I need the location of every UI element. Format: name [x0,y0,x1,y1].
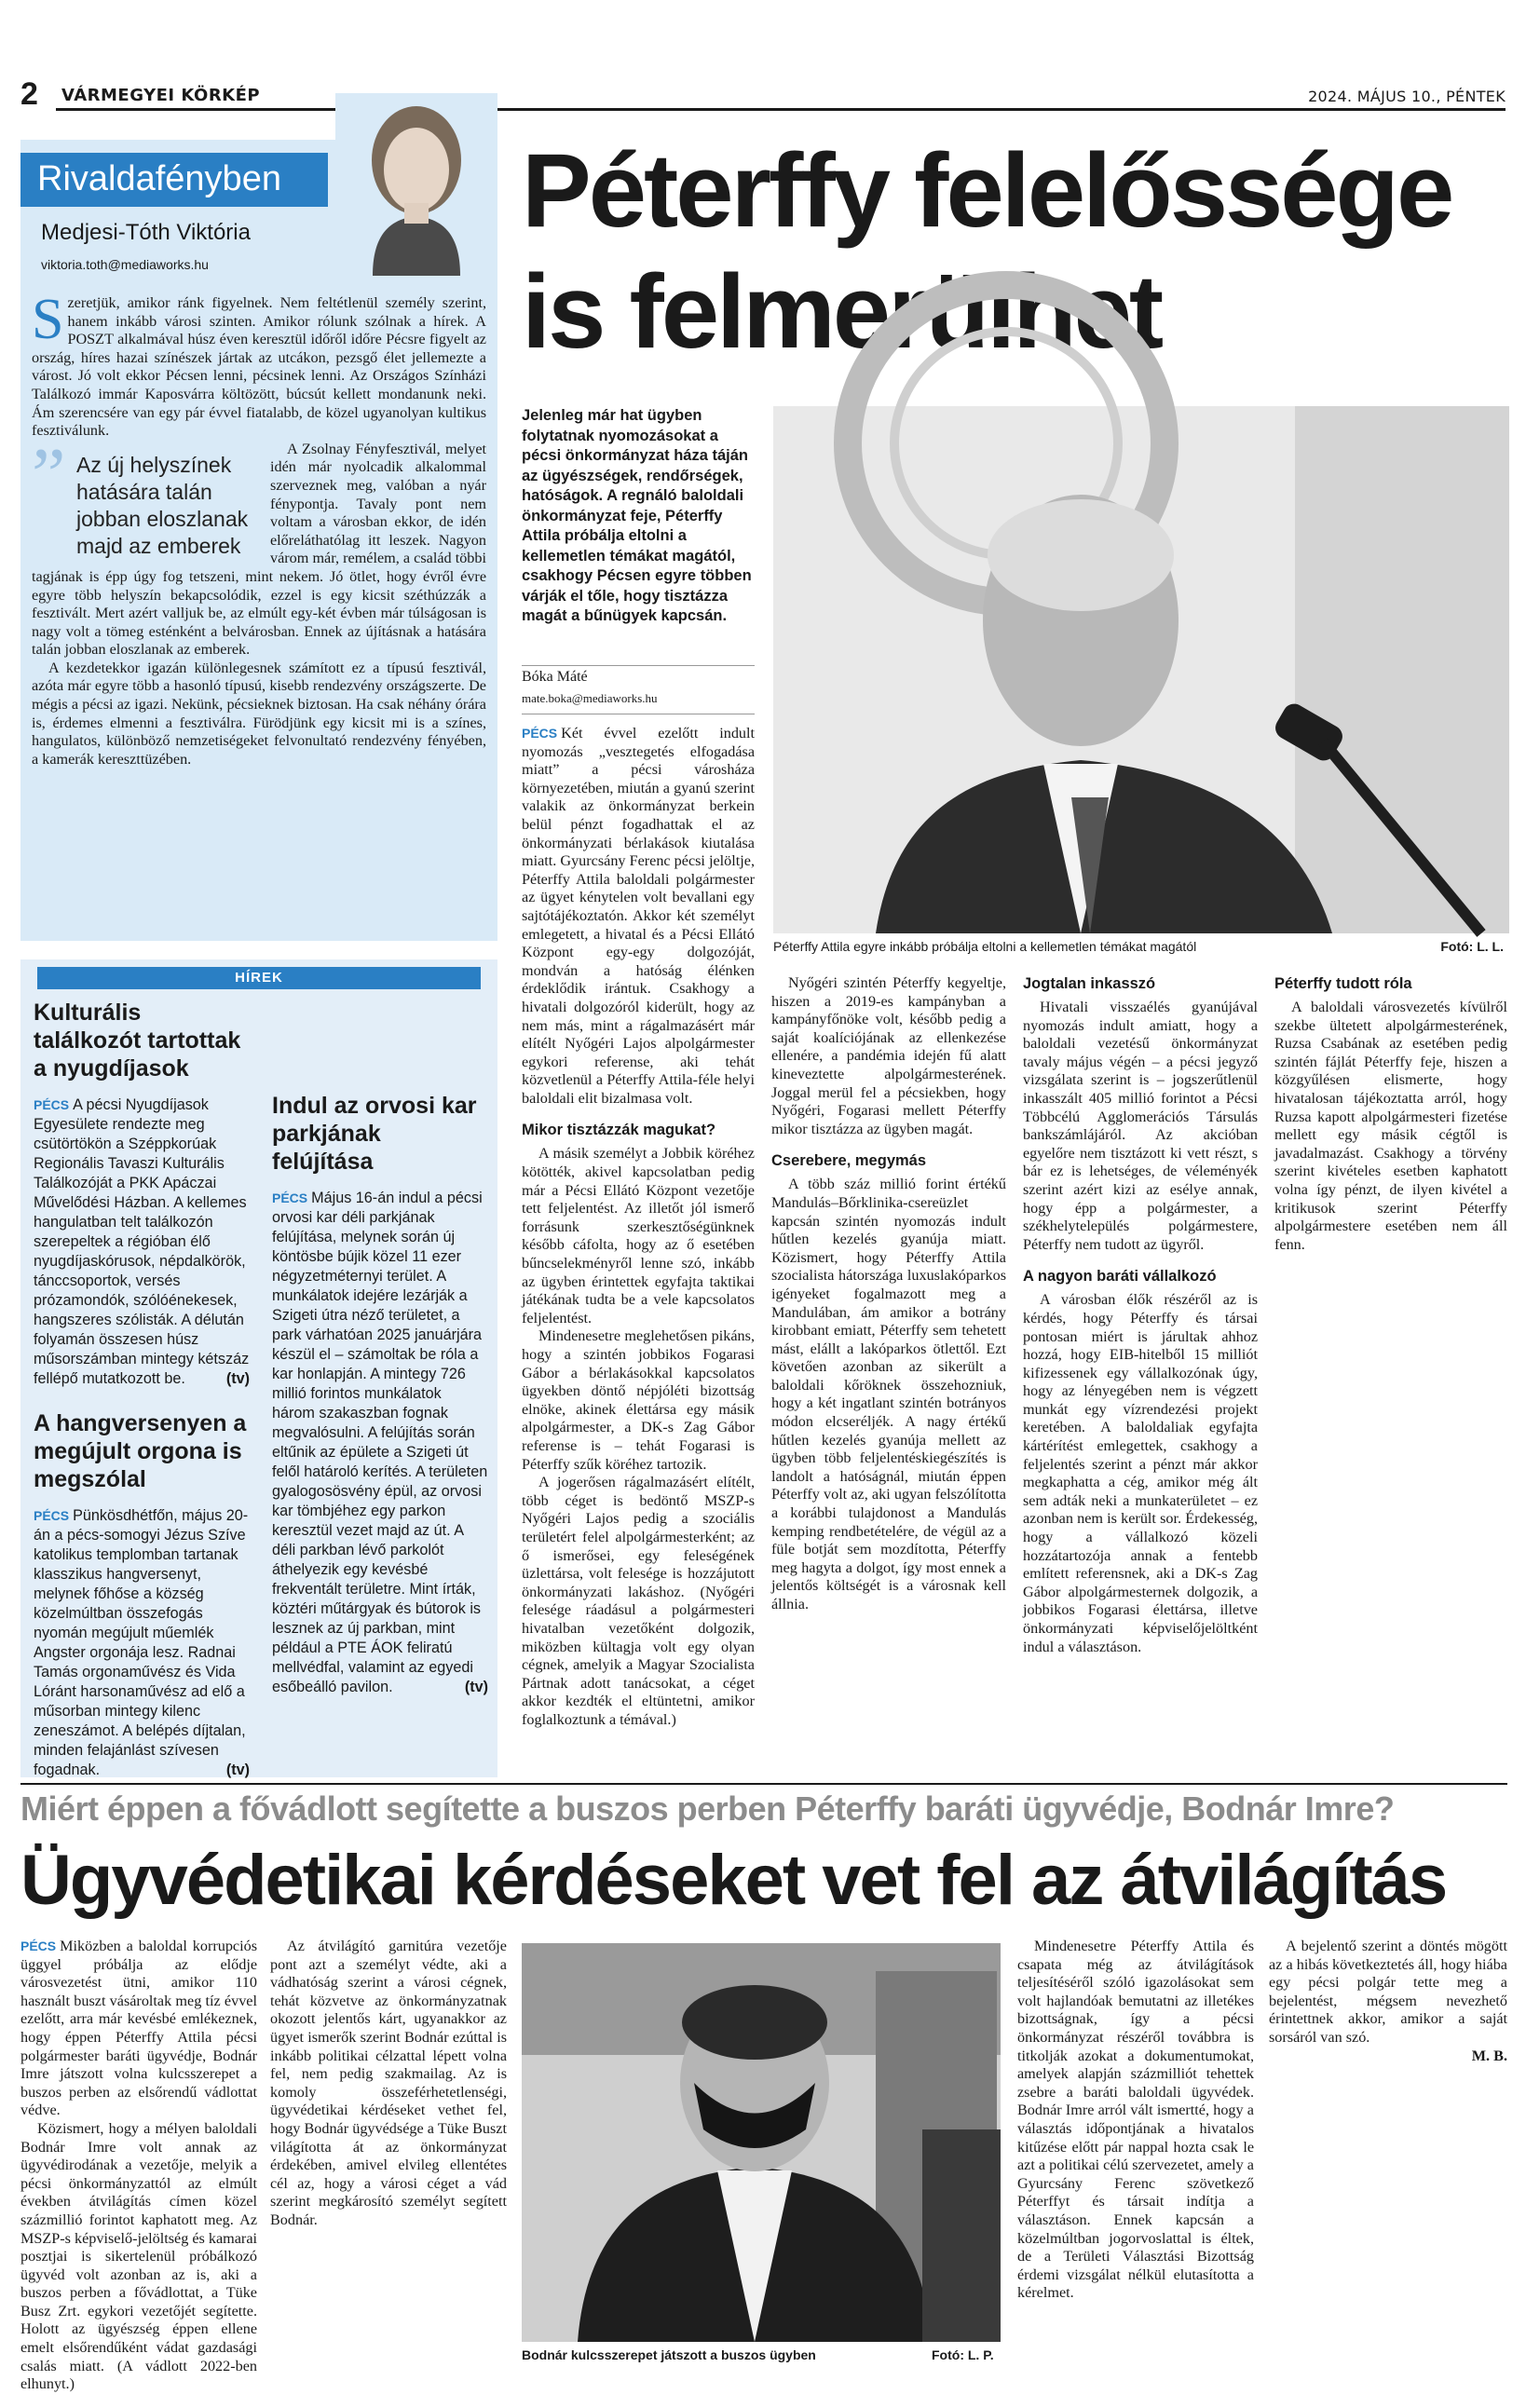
author-avatar [335,93,497,276]
column-email: viktoria.toth@mediaworks.hu [41,257,209,272]
quote-mark-icon: ” [32,431,66,517]
main-lead: Jelenleg már hat ügyben folytatnak nyomozásokat a pécsi önkormányzat háza táján az ügyészségek, rendőrségek, hatóságok. A regnáló baloldali önkormányzat feje, Péterffy Attila próbálja eltolni a kellemetlen témákat magától, csakhogy Pécsen egyre többen várják el tőle, hogy tisztázza magát a bűnügyek kapcsán. [522,407,752,624]
second-signature: M. B. [1471,2047,1507,2064]
subheading: Cserebere, megymás [771,1152,927,1170]
news-box-title: HÍREK [37,967,481,989]
news-column-left: Kulturális találkozót tartottak a nyugdíjasok PÉCS A pécsi Nyugdíjasok Egyesülete rendezte meg csütörtökön a Széppkorúak Regionális Tavaszi Kulturális Találkozóját a PKK Apáczai Művelődési Házban. A kellemes hangulatban telt találkozón szerepeltek a régióban élő nyugdíjaskórusok, népdalkörök, tánccsoportok, versés prózamondók, szólóénekesek, hangszeres szólisták. A délután folyamán összesen húsz műsorszámban mintegy kétszáz fellépő mutatkozott be. (tv) A hangversenyen a megújult orgona is megszólal PÉCS Pünkösdhétfőn, május 20-án a pécs-somogyi Jézus Szíve katolikus templomban tartanak klasszikus hangversenyt, melynek főhőse a község közelmúltban összefogás nyomán megújult műemlék Angster orgonája lesz. Radnai Tamás orgonaművész és Vida Lóránt harsonaművész ad elő a műsorban mintegy kilenc zeneszámot. A belépés díjtalan, minden felajánlást szívesen fogadnak. (tv) [34,1000,250,1778]
main-photo-credit: Fotó: L. L. [1440,939,1504,954]
second-kicker: Miért éppen a fővádlott segítette a buszos perben Péterffy baráti ügyvédje, Bodnár Imre? [20,1789,1395,1828]
second-headline: Ügyvédetikai kérdéseket vet fel az átvilágítás [20,1841,1447,1920]
main-body-col1: PÉCS Két évvel ezelőtt indult nyomozás „vesztegetés elfogadása miatt” a pécsi városháza környezetében, miután a gyanú szerint valakik az önkormányzat berkein belül pénzt fogadhattak el az önkormányzati bérlakások kiutalása miatt. Gyurcsány Ferenc pécsi jelöltje, Péterffy Attila baloldali polgármester az ügyet kénytelen volt bevallani egy sajtótájékoztatón. Akkor két személyt emlegetett, a hivatal és a Pécsi Ellátó Központ egy-egy dolgozóját, mondván a hatóság élénken érdeklődik irántuk. Csakhogy a hivatali dolgozóról kiderült, hogy az nem más, mint a rágalmazásért már elítélt Nyőgéri Lajos alpolgármester egykori referense, aki tehát közvetlenül a Péterffy Attila-féle helyi baloldali elit bizalmasa volt. Mikor tisztázzák magukat? A másik személyt a Jobbik köréhez kötötték, akivel kapcsolatban pedig már a Pécsi Ellátó Központ vezetője tett feljelentést. Az illetőt jól ismerő forrásunk szerkesztőségünknek később cáfolta, hogy az ő esetében bűncselekményről lenne szó, inkább az ügyben érintettek egyfajta taktikai játékának tudta be a vele kapcsolatos feljelentést. Mindenesetre meglehetősen pikáns, hogy a szintén jobbikos Fogarasi Gábor a bérlakásokkal kapcsolatos ügyekben döntő népjóléti bizottság elnöke, akinek élettársa egy másik alpolgármester, a DK-s Zag Gábor referense is – tehát Fogarasi is Péterffy szűk köréhez tartozik. A jogerősen rágalmazásért elítélt, több céget is bedöntő MSZP-s Nyőgéri Lajos pedig a szociális területért felel alpolgármesterként; az ő ismerősei, egy feleségének üzlettársa, volt felesége is hozzájutott önkormányzati lakáshoz. (Nyőgéri felesége ráadásul a polgármesteri hivatalban vezetőként dolgozik, miközben kültagja volt egy olyan cégnek, amelyik a Magyar Szocialista Pártnak adott tanácsokat, a céget akkor kezdték el eltüntetni, amikor foglalkoztunk a témával.) [522,725,755,1728]
main-body-col3: Jogtalan inkasszó Hivatali visszaélés gyanújával nyomozás indult amiatt, hogy a baloldali vezetésű önkormányzat tavaly május végén – a pécsi jegyző vizsgálata szerint is – jogszerűtlenül inkasszált 405 millió forintot a Pécsi Többcélú Agglomerációs Társulás bankszámlájáról. Az akcióban egyelőre nem tisztázott ki vett részt, s bár ez is lehetséges, de véleményék szerint azért kizi az esélye annak, hogy épp a polgármester, a székhelytelepülés polgármestere, Péterffy nem tudott az ügyről. A nagyon baráti vállalkozó A városban élők részéről az is kérdés, hogy Péterffy és társai pontosan miért is járultak ahhoz hozzá, hogy EIB-hitelből 15 milliót kifizessenek egy vállalkozónak úgy, hogy az lényegében nem is végzett munkát egy vízrendezési projekt keretében. A baloldaliak egyfajta kártérítést emlegettek, csakhogy a feljelentés szerint a pénzt már akkor megkaphatta a cég, amikor még ált sem adták neki a munkaterületet – ez azonban nem is került sor. Érdekesség, hogy a vállalkozó közeli hozzátartozója annak a fentebb említett referensnek, aki a DK-s Zag Gábor alpolgármesternek dolgozik, a jobbikos Fogarasi élettársa, illetve önkormányzati képviselőjelöltként indul a választáson. [1023,975,1258,1655]
main-body-col4: Péterffy tudott róla A baloldali városvezetés kívülről szekbe ültetett alpolgármesterének, Ruzsa Csabának az esetében pedig szintén fájlát Péterffy feje, hiszen a közgyűlésen elismerte, hogy hivatalosan tájékoztatta arról, hogy Ruzsa kapott alpolgármesteri fizetése mellett egy másik cégtől is javadalmazást. Csakhogy a törvény szerint kivételes esetben kaphatott volna így pénzt, de ilyen kivétel a kritikusok szerint Péterffy alpolgármestere esetében nem áll fenn. [1274,975,1507,1253]
main-author-email: mate.boka@mediaworks.hu [522,691,658,705]
news-column-right: Indul az orvosi kar parkjának felújítása PÉCS Május 16-án indul a pécsi orvosi kar déli parkjának felújítása, melynek során új köntösbe bújik közel 11 ezer négyzetméternyi terület. A munkálatok idejére lezárják a Szigeti útra néző területet, a park várhatóan 2025 januárjára készül el – számoltak be róla a kar honlapján. A mintegy 726 millió forintos munkálatok három szakaszban fognak megvalósulni. A felújítás során eltűnik az épülete a Szigeti út felől határoló kerítés. A területen gyalogosösvény épül, az orvosi kar tömbjéhez egy parkon keresztül vezet majd az út. A déli parkban lévő parkolót áthelyezik egy kevésbé frekventált területre. Mint írták, köztéri műtárgyak és bútorok is lesznek az új parkban, mint például a PTE ÁOK feliratú mellvédfal, valamint az egyedi esőbeálló pavilon. (tv) [272,1093,488,1695]
news-title: Indul az orvosi kar parkjának felújítása [272,1093,477,1175]
main-headline: Péterffy felelőssége is felmerülhet [522,132,1452,370]
column-body [32,288,486,932]
section-rule [20,1783,1507,1785]
second-body-col4: A bejelentő szerint a döntés mögött az a hibás következtetés áll, hogy hiába egy pécsi polgár tette meg a bejelentést, mégsem nevezhető érintettnek akkor, amikor a saját sorsáról van szó. M. B. [1269,1938,1507,2064]
subheading: Péterffy tudott róla [1274,975,1412,992]
pull-quote: ” Az új helyszínek hatására talán jobban eloszlanak majd az emberek [32,431,249,558]
column-author: Medjesi-Tóth Viktória [41,220,251,245]
main-author: Bóka Máté [522,669,588,685]
main-body-col2: Nyőgéri szintén Péterffy kegyeltje, hiszen a 2019-es kampányban a kampányfőnöke volt, később pedig a saját koalíciójának az ellenkezése ellenére, a pandémia idején fű alatt kineveztette alpolgármesterének. Joggal merül fel a pécsiekben, hogy Nyőgéri, Fogarasi mellett Péterffy mikor tisztázza az ügyben magát. Cserebere, megymás A több száz millió forint értékű Mandulás–Bőrklinika-csereüzlet kapcsán szintén nyomozás indult hűtlen kezelés gyanúja miatt. Közismert, hogy Péterffy Attila szocialista hátországa luxuslakóparkos igényeket fogalmazott meg a Mandulában, ám amikor a botrány kirobbant emiatt, Péterffy sem tehetett mást, elállt a lakóparkos ötlettől. Ezt követően azonban az sikerült a baloldali kőröknek összehozniuk, hogy a két ingatlant szintén botrányos módon elcseréljék. A nagy értékű hűtlen kezelés gyanúja mellett az ügyben több feljelentéskiegészítés is landolt a hatóságnál, miután éppen Péterffy volt az, aki ugyan felszólította a korábbi tulajdonost a Mandulás kemping rendbetételére, de végül az a füle botját sem mozdította, Péterffy meg hagyta a dolgot, így most ennek a jelentős költségét is a városnak kell állnia. [771,974,1006,1612]
news-body: A pécsi Nyugdíjasok Egyesülete rendezte meg csütörtökön a Széppkorúak Regionális Tavaszi Kulturális Találkozóját a PKK Apáczai Művelődési Házban. A kellemes hangulatban telt találkozón szerepeltek a régióban élő nyugdíjaskórusok, népdalkörök, tánccsoportok, versés prózamondók, szólóénekesek, hangszeres szólisták. A délután folyamán összesen húsz műsorszámban mintegy kétszáz fellépő mutatkozott be. [34,1096,250,1387]
issue-date: 2024. MÁJUS 10., PÉNTEK [1308,88,1506,105]
subheading: Jogtalan inkasszó [1023,975,1156,992]
main-photo [773,406,1509,933]
column-paragraph: A Zsolnay Fényfesztivál, melyet idén már nyolcadik alkalommal szerveznek meg, valóban a nyár fénypontja. Tavaly pont nem voltam a városban ekkor, de idén előreláthatólag itt leszek. Nagyon várom már, remélem, a család többi tagjának is épp úgy fog tetszeni, mint nekem. Jó ötlet, hogy évről évre egyre több helyszín bekapcsolódik, ezzel is egy kicsit széthúzzák a fesztivált. Mert azért valljuk be, az elmúlt egy-két évben már túlságosan is nagy volt a tömeg esténként a belvárosban. Ennek az újításnak a hatására talán jobban eloszlanak az emberek. [32,440,486,659]
second-body-col3: Mindenesetre Péterffy Attila és csapata még az átvilágítások teljesítéséről szóló igazolásokat sem volt hajlandóak bemutatni az illetékes bizottságnak, így a pécsi önkormányzat részéről továbbra is titkolják azokat a dokumentumokat, amelyek alapján százmilliót tehettek zsebre a baráti baloldali ügyvédek. Bodnár Imre arról vált ismertté, hogy a választás időpontjának a hivatalos kitűzése előtt pár nappal hozta csak le azt a politikai célú szervezetet, amely a Gyurcsány Ferenc szövetkező Péterffyt és társait indítja a választáson. Ennek kapcsán a közelmúltban jogorvoslattal is éltek, de a Területi Választási Bizottság érdemi vizsgálat nélkül elutasította a kérelmet. [1017,1938,1254,2302]
news-title: Kulturális találkozót tartottak a nyugdíjasok [34,1000,241,1082]
second-photo-caption: Bodnár kulcsszerepet játszott a buszos ügyben [522,2347,816,2362]
second-photo-credit: Fotó: L. P. [932,2347,994,2362]
news-body: Május 16-án indul a pécsi orvosi kar déli parkjának felújítása, melynek során új köntösbe bújik közel 11 ezer négyzetméternyi terület. A munkálatok idejére lezárják a Szigeti útra néző területet, a park várhatóan 2025 januárjára készül el – számoltak be róla a kar honlapján. A mintegy 726 millió forintos munkálatok három szakaszban fognak megvalósulni. A felújítás során eltűnik az épülete a Szigeti út felől határoló kerítés. A területen gyalogosösvény épül, az orvosi kar tömbjéhez egy parkon keresztül vezet majd az út. A déli parkban lévő parkolót áthelyezik egy kevésbé frekventált területre. Mint írták, köztéri műtárgyak és bútorok is lesznek az új parkban, mint például a PTE ÁOK feliratú mellvédfal, valamint az egyedi esőbeálló pavilon. [272,1190,488,1695]
second-body-col2: Az átvilágító garnitúra vezetője pont azt a személyt védte, aki a vádhatóság szerint a városi cégnek, tehát közvetve az önkormányzatnak okozott jelentős kárt, ugyanakkor az ügyet ismerők szerint Bodnár ezúttal is inkább politikai célzattal lépett volna fel, nem pedig szakmailag. Az is komoly összeférhetetlenségi, ügyvédetikai kérdéseket vethet fel, hogy Bodnár ügyvédsége a Tüke Buszt világította át az önkormányzat érdekében, amivel elvileg ellentétes cél az, hogy a városi céget a vád szerint megkárosító személyt segített Bodnár. [270,1938,507,2228]
main-photo-caption: Péterffy Attila egyre inkább próbálja eltolni a kellemetlen témákat magától [773,939,1197,954]
column-label: Rivaldafényben [37,159,281,198]
second-photo [522,1943,1001,2342]
section-title: VÁRMEGYEI KÖRKÉP [61,86,261,105]
subheading: Mikor tisztázzák magukat? [522,1122,716,1139]
column-paragraph: A kezdetekkor igazán különlegesnek számított ez a típusú fesztivál, azóta már egyre több a hasonló típusú, kisebb rendezvény országszerte. De mégis a pécsi az igazi. Nekünk, pécsieknek biztosan. Ha csak néhány órára is, érdemes elmenni a fesztiválra. Fürödjünk egy kicsit mi is a színes, hangulatos, különböző nemzetiségeket felvonultató rendezvény fényében, a kamerák kereszttüzében. [32,659,486,768]
news-body: Pünkösdhétfőn, május 20-án a pécs-somogyi Jézus Szíve katolikus templomban tartanak klasszikus hangversenyt, melynek főhőse a község közelmúltban összefogás nyomán megújult műemlék Angster orgonája lesz. Radnai Tamás orgonaművész és Vida Lóránt harsonaművész ad elő a műsorban mintegy kilenc zeneszámot. A belépés díjtalan, minden felajánlást szívesen fogadnak. [34,1507,249,1778]
page-number: 2 [20,76,38,112]
news-title: A hangversenyen a megújult orgona is megszólal [34,1410,247,1492]
column-paragraph: zeretjük, amikor ránk figyelnek. Nem feltétlenül személy szerint, hanem inkább városi szinten. Amikor rólunk szólnak a hírek. A POSZT alkalmával húsz éven keresztül időről időre Pécsre figyelt az ország, híres hazai színészek jártak az utcákon, pezsgő élet jellemezte a várost. Jó volt ekkor Pécsen lenni, pécsinek lenni. Az Országos Színházi Találkozó immár Kaposvárra költözött, búcsút kellett mondanunk neki. Ám szerencsére van egy pár évvel fiatalabb, de közel ugyanolyan kultikus fesztiválunk. [32,294,486,440]
byline-rule [522,665,755,666]
subheading: A nagyon baráti vállalkozó [1023,1268,1217,1286]
dropcap: S [32,288,64,351]
header-rule [56,108,1506,111]
second-body-col1: PÉCS Miközben a baloldal korrupciós üggyel próbálja az elődje városvezetést ütni, amikor 110 használt buszt vásároltak meg tíz évvel ezelőtt, arra már kevésbé emlékeznek, hogy éppen Péterffy Attila pécsi polgármester baráti ügyvédje, Bodnár Imre játszott volna kulcsszerepet a buszos perben az elsőrendű vádlottat védve. Közismert, hogy a mélyen baloldali Bodnár Imre volt annak az ügyvédirodának a vezetője, melyik a pécsi önkormányzattól az elmúlt években átvilágítás címen közel százmillió forintot kaphatott meg. Az MSZP-s képviselő-jelöltség és kamarai posztjai is sikertelenül próbálkozó ügyvéd volt azonban az is, aki a buszos perben a fővádlottat, a Tüke Busz Zrt. egykori vezetőjét segítette. Holott az ügyészség éppen ellene emelt elsőrendűként vádat gazdasági csalás miatt. (A vádlott 2022-ben elhunyt.) [20,1938,258,2393]
